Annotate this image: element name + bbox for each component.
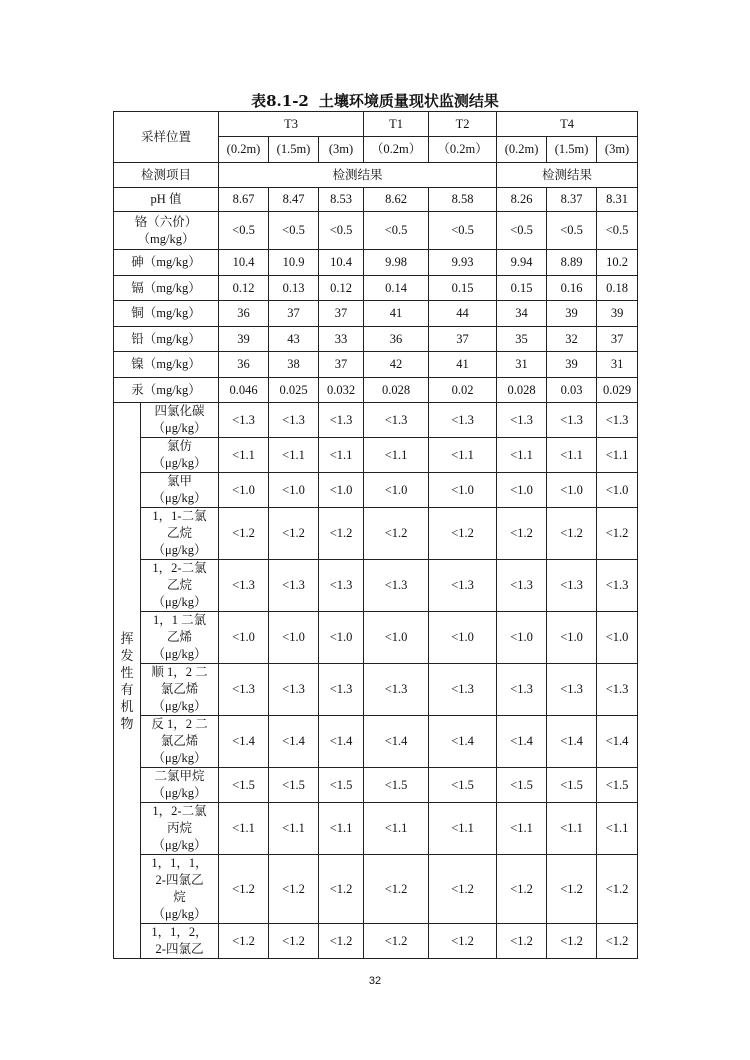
table-row <box>114 924 638 959</box>
table-row <box>114 768 638 803</box>
value-cell: <0.5 <box>547 212 597 250</box>
value-cell: <1.2 <box>429 508 497 560</box>
value-cell: <1.2 <box>547 924 597 959</box>
value-cell: 43 <box>269 327 319 352</box>
table-row <box>114 212 638 250</box>
value-cell: <1.3 <box>497 664 547 716</box>
value-cell: 9.98 <box>364 250 429 276</box>
value-cell: <1.0 <box>219 473 269 508</box>
value-cell: <1.0 <box>219 612 269 664</box>
value-cell: 0.16 <box>547 276 597 301</box>
value-cell: 35 <box>497 327 547 352</box>
item-header: 检测项目 <box>114 163 219 188</box>
value-cell: 9.94 <box>497 250 547 276</box>
value-cell: 8.31 <box>597 188 638 212</box>
row-label: 氯甲 （μg/kg） <box>141 473 219 508</box>
sampling-location-header: 采样位置 <box>114 112 219 163</box>
value-cell: <1.3 <box>597 664 638 716</box>
row-label: 1，1，2， 2-四氯乙 <box>141 924 219 959</box>
value-cell: <1.1 <box>547 438 597 473</box>
value-cell: 41 <box>364 301 429 327</box>
value-cell: <1.0 <box>597 473 638 508</box>
table-row <box>114 301 638 327</box>
table-row <box>114 612 638 664</box>
value-cell: <1.2 <box>497 924 547 959</box>
value-cell: <1.4 <box>597 716 638 768</box>
table-row <box>114 188 638 212</box>
value-cell: 38 <box>269 352 319 378</box>
row-label: 1，2-二氯 乙烷 （μg/kg） <box>141 560 219 612</box>
value-cell: 0.15 <box>429 276 497 301</box>
value-cell: <1.3 <box>597 560 638 612</box>
value-cell: <1.3 <box>219 560 269 612</box>
value-cell: <1.1 <box>219 803 269 855</box>
value-cell: 36 <box>219 301 269 327</box>
value-cell: <1.2 <box>219 508 269 560</box>
value-cell: <1.3 <box>497 560 547 612</box>
value-cell: <1.0 <box>364 612 429 664</box>
value-cell: <1.3 <box>429 560 497 612</box>
table-row <box>114 438 638 473</box>
value-cell: <1.3 <box>429 664 497 716</box>
value-cell: 37 <box>319 352 364 378</box>
value-cell: <1.2 <box>269 924 319 959</box>
value-cell: <0.5 <box>497 212 547 250</box>
depth-header: (1.5m) <box>269 137 319 163</box>
value-cell: <0.5 <box>319 212 364 250</box>
value-cell: <1.0 <box>269 612 319 664</box>
value-cell: <1.1 <box>597 803 638 855</box>
value-cell: <1.2 <box>597 924 638 959</box>
row-label: 铅（mg/kg） <box>114 327 219 352</box>
value-cell: <1.5 <box>219 768 269 803</box>
value-cell: 0.025 <box>269 378 319 403</box>
header-row-items <box>114 163 638 188</box>
value-cell: <1.2 <box>219 924 269 959</box>
value-cell: <1.0 <box>319 612 364 664</box>
site-header-t1: T1 <box>364 112 429 137</box>
value-cell: 8.37 <box>547 188 597 212</box>
value-cell: <1.1 <box>269 803 319 855</box>
value-cell: 37 <box>429 327 497 352</box>
table-row <box>114 508 638 560</box>
row-label: 1，1，1， 2-四氯乙 烷 （μg/kg） <box>141 855 219 924</box>
value-cell: 8.89 <box>547 250 597 276</box>
value-cell: 39 <box>547 301 597 327</box>
value-cell: <1.1 <box>497 438 547 473</box>
table-row <box>114 327 638 352</box>
value-cell: <1.3 <box>269 560 319 612</box>
table-row <box>114 560 638 612</box>
value-cell: <1.5 <box>364 768 429 803</box>
value-cell: <1.3 <box>269 664 319 716</box>
value-cell: <1.0 <box>319 473 364 508</box>
table-row <box>114 664 638 716</box>
voc-group-char: 机 <box>120 698 134 714</box>
value-cell: <1.1 <box>269 438 319 473</box>
value-cell: <0.5 <box>597 212 638 250</box>
value-cell: <1.1 <box>219 438 269 473</box>
value-cell: <1.1 <box>429 438 497 473</box>
value-cell: <1.2 <box>269 855 319 924</box>
value-cell: 0.046 <box>219 378 269 403</box>
value-cell: <1.3 <box>364 560 429 612</box>
value-cell: <1.5 <box>319 768 364 803</box>
voc-group-char: 性 <box>120 664 134 680</box>
value-cell: <1.2 <box>547 508 597 560</box>
value-cell: 0.12 <box>219 276 269 301</box>
table-row <box>114 855 638 924</box>
row-label: 铜（mg/kg） <box>114 301 219 327</box>
header-row-sites <box>114 112 638 137</box>
value-cell: 33 <box>319 327 364 352</box>
depth-header: （0.2m） <box>429 137 497 163</box>
value-cell: 39 <box>219 327 269 352</box>
value-cell: 10.2 <box>597 250 638 276</box>
value-cell: <1.1 <box>429 803 497 855</box>
page-number: 32 <box>368 975 382 987</box>
voc-group-char: 物 <box>120 715 134 731</box>
voc-group-label <box>114 403 141 959</box>
site-header-t4: T4 <box>497 112 638 137</box>
value-cell: <1.1 <box>547 803 597 855</box>
value-cell: 36 <box>364 327 429 352</box>
value-cell: <1.5 <box>497 768 547 803</box>
table-caption: 土壤环境质量现状监测结果 <box>318 92 499 110</box>
value-cell: 31 <box>497 352 547 378</box>
value-cell: 36 <box>219 352 269 378</box>
value-cell: 10.4 <box>219 250 269 276</box>
value-cell: <1.3 <box>364 664 429 716</box>
value-cell: <1.2 <box>319 855 364 924</box>
value-cell: <0.5 <box>269 212 319 250</box>
row-label: 氯仿 （μg/kg） <box>141 438 219 473</box>
value-cell: <1.4 <box>429 716 497 768</box>
row-label: 二氯甲烷 （μg/kg） <box>141 768 219 803</box>
row-label: 汞（mg/kg） <box>114 378 219 403</box>
voc-group-char: 发 <box>120 647 134 663</box>
value-cell: <1.1 <box>364 438 429 473</box>
table-row <box>114 473 638 508</box>
value-cell: 44 <box>429 301 497 327</box>
value-cell: <1.3 <box>319 664 364 716</box>
value-cell: <1.3 <box>219 664 269 716</box>
value-cell: <1.2 <box>319 508 364 560</box>
value-cell: <1.0 <box>547 473 597 508</box>
depth-header: （0.2m） <box>364 137 429 163</box>
value-cell: <1.0 <box>429 473 497 508</box>
voc-group-char: 有 <box>120 681 134 697</box>
value-cell: <1.3 <box>497 403 547 438</box>
value-cell: 0.02 <box>429 378 497 403</box>
value-cell: <1.1 <box>597 438 638 473</box>
value-cell: <1.3 <box>364 403 429 438</box>
value-cell: <1.2 <box>429 855 497 924</box>
value-cell: <1.3 <box>269 403 319 438</box>
value-cell: 37 <box>597 327 638 352</box>
value-cell: <1.0 <box>497 612 547 664</box>
value-cell: <1.2 <box>597 855 638 924</box>
value-cell: 41 <box>429 352 497 378</box>
value-cell: <1.1 <box>364 803 429 855</box>
value-cell: 0.12 <box>319 276 364 301</box>
value-cell: <1.0 <box>547 612 597 664</box>
value-cell: <1.4 <box>219 716 269 768</box>
value-cell: <1.2 <box>319 924 364 959</box>
value-cell: <1.2 <box>219 855 269 924</box>
value-cell: <1.4 <box>547 716 597 768</box>
value-cell: <1.2 <box>269 508 319 560</box>
value-cell: 34 <box>497 301 547 327</box>
value-cell: <1.2 <box>429 924 497 959</box>
row-label: 铬（六价） （mg/kg） <box>114 212 219 250</box>
value-cell: <1.2 <box>364 508 429 560</box>
value-cell: <0.5 <box>364 212 429 250</box>
table-row <box>114 378 638 403</box>
value-cell: 39 <box>547 352 597 378</box>
row-label: 砷（mg/kg） <box>114 250 219 276</box>
value-cell: <0.5 <box>429 212 497 250</box>
value-cell: <1.1 <box>497 803 547 855</box>
table-number: 表8.1-2 <box>251 92 309 110</box>
voc-group-char: 挥 <box>120 630 134 646</box>
value-cell: <1.1 <box>319 438 364 473</box>
value-cell: <1.3 <box>547 403 597 438</box>
result-header: 检测结果 <box>497 163 638 188</box>
value-cell: <1.4 <box>269 716 319 768</box>
value-cell: 39 <box>597 301 638 327</box>
value-cell: 8.53 <box>319 188 364 212</box>
value-cell: <1.3 <box>547 560 597 612</box>
row-label: 反 1，2 二 氯乙烯 （μg/kg） <box>141 716 219 768</box>
value-cell: 0.03 <box>547 378 597 403</box>
table-title <box>113 90 637 112</box>
value-cell: 37 <box>269 301 319 327</box>
value-cell: 10.9 <box>269 250 319 276</box>
value-cell: <1.3 <box>219 403 269 438</box>
value-cell: <1.4 <box>497 716 547 768</box>
value-cell: 37 <box>319 301 364 327</box>
depth-header: (3m) <box>319 137 364 163</box>
value-cell: 0.028 <box>364 378 429 403</box>
value-cell: <1.0 <box>364 473 429 508</box>
row-label: 顺 1，2 二 氯乙烯 （μg/kg） <box>141 664 219 716</box>
depth-header: (1.5m) <box>547 137 597 163</box>
table-row <box>114 403 638 438</box>
value-cell: <1.5 <box>547 768 597 803</box>
row-label: pH 值 <box>114 188 219 212</box>
value-cell: 0.13 <box>269 276 319 301</box>
value-cell: 0.15 <box>497 276 547 301</box>
row-label: 1，1 二氯 乙烯 （μg/kg） <box>141 612 219 664</box>
table-row <box>114 250 638 276</box>
value-cell: <1.1 <box>319 803 364 855</box>
value-cell: 8.62 <box>364 188 429 212</box>
value-cell: 0.029 <box>597 378 638 403</box>
value-cell: <1.0 <box>597 612 638 664</box>
value-cell: 9.93 <box>429 250 497 276</box>
table-row <box>114 352 638 378</box>
value-cell: 10.4 <box>319 250 364 276</box>
depth-header: (0.2m) <box>219 137 269 163</box>
value-cell: <1.0 <box>429 612 497 664</box>
value-cell: <1.5 <box>429 768 497 803</box>
row-label: 镍（mg/kg） <box>114 352 219 378</box>
value-cell: <1.0 <box>269 473 319 508</box>
value-cell: <1.2 <box>497 508 547 560</box>
depth-header: (3m) <box>597 137 638 163</box>
row-label: 镉（mg/kg） <box>114 276 219 301</box>
value-cell: <1.3 <box>547 664 597 716</box>
value-cell: <1.3 <box>319 403 364 438</box>
value-cell: <1.4 <box>364 716 429 768</box>
table-row <box>114 276 638 301</box>
row-label: 1，2-二氯 丙烷 （μg/kg） <box>141 803 219 855</box>
value-cell: 0.18 <box>597 276 638 301</box>
value-cell: 0.14 <box>364 276 429 301</box>
site-header-t3: T3 <box>219 112 364 137</box>
depth-header: (0.2m) <box>497 137 547 163</box>
value-cell: 0.032 <box>319 378 364 403</box>
value-cell: 8.67 <box>219 188 269 212</box>
value-cell: 31 <box>597 352 638 378</box>
site-header-t2: T2 <box>429 112 497 137</box>
value-cell: 0.028 <box>497 378 547 403</box>
value-cell: <1.0 <box>497 473 547 508</box>
value-cell: <1.4 <box>319 716 364 768</box>
value-cell: <1.3 <box>597 403 638 438</box>
value-cell: 32 <box>547 327 597 352</box>
table-row <box>114 716 638 768</box>
soil-monitoring-table <box>113 111 638 959</box>
value-cell: <1.2 <box>364 924 429 959</box>
value-cell: 8.47 <box>269 188 319 212</box>
value-cell: 42 <box>364 352 429 378</box>
value-cell: <1.2 <box>597 508 638 560</box>
value-cell: <1.2 <box>497 855 547 924</box>
row-label: 四氯化碳 （μg/kg） <box>141 403 219 438</box>
value-cell: 8.26 <box>497 188 547 212</box>
result-header: 检测结果 <box>219 163 497 188</box>
value-cell: <1.3 <box>429 403 497 438</box>
value-cell: 8.58 <box>429 188 497 212</box>
table-row <box>114 803 638 855</box>
value-cell: <1.5 <box>269 768 319 803</box>
value-cell: <1.5 <box>597 768 638 803</box>
value-cell: <1.3 <box>319 560 364 612</box>
value-cell: <0.5 <box>219 212 269 250</box>
row-label: 1，1-二氯 乙烷 （μg/kg） <box>141 508 219 560</box>
value-cell: <1.2 <box>364 855 429 924</box>
value-cell: <1.2 <box>547 855 597 924</box>
